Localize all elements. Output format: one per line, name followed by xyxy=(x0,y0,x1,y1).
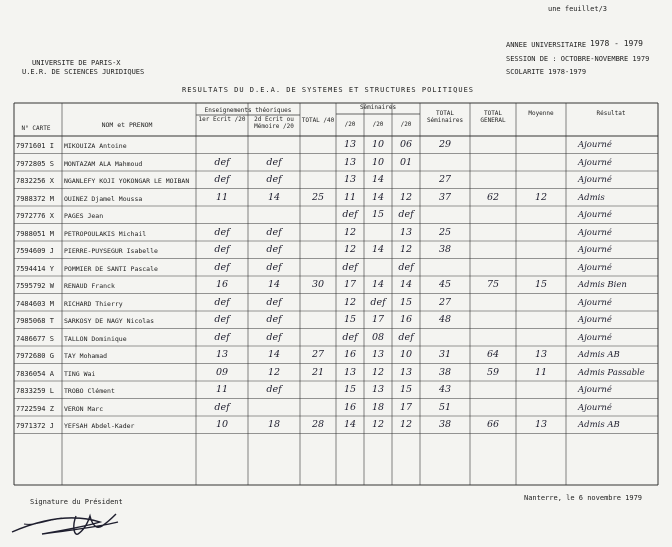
grade-moy: 15 xyxy=(534,279,548,290)
grade-e2: 14 xyxy=(267,279,281,290)
column-header-total40: TOTAL /40 xyxy=(301,117,335,124)
grade-e2: 12 xyxy=(267,366,281,378)
student-card-number: 7594609 J xyxy=(16,247,54,255)
grade-ts: 37 xyxy=(438,191,452,203)
page-title: RESULTATS DU D.E.A. DE SYSTEMES ET STRUCTURES POLITIQUES xyxy=(182,86,475,94)
student-card-number: 7836054 A xyxy=(16,369,54,378)
grade-tot: 28 xyxy=(311,419,325,430)
sheet-reference: une feuillet/3 xyxy=(548,5,608,13)
grade-e1: 13 xyxy=(215,349,229,360)
student-name: POMMIER DE SANTI Pascale xyxy=(64,264,158,273)
grade-s3: 12 xyxy=(399,244,413,255)
grade-s3: 15 xyxy=(399,384,413,395)
grade-e2: 14 xyxy=(267,349,281,360)
grade-e1: 16 xyxy=(215,279,229,290)
grade-s1: 13 xyxy=(343,366,357,378)
grade-s2: 14 xyxy=(371,191,385,203)
grade-s3: 06 xyxy=(399,139,413,150)
student-name: TAY Mohamad xyxy=(64,352,108,360)
column-header-seminar-2: /20 xyxy=(372,121,384,128)
grade-ts: 29 xyxy=(438,139,452,150)
student-card-number: 7988372 M xyxy=(16,194,54,203)
grade-ts: 45 xyxy=(438,279,452,290)
grade-e1: def xyxy=(214,244,230,255)
grade-e1: def xyxy=(214,296,230,308)
result-mark: Ajourné xyxy=(578,227,612,238)
grade-moy: 12 xyxy=(534,191,548,203)
grade-s3: 16 xyxy=(399,314,413,325)
grade-s2: 12 xyxy=(371,366,385,378)
column-header-name: NOM et PRENOM xyxy=(101,121,153,129)
grade-s1: 17 xyxy=(343,279,357,290)
student-card-number: 7971601 I xyxy=(16,142,54,150)
grade-e2: 14 xyxy=(267,191,281,203)
result-mark: Ajourné xyxy=(578,297,612,308)
grade-s2: def xyxy=(370,296,386,308)
result-mark: Ajourné xyxy=(578,175,612,185)
student-name: NGANLEFY KOJI YOKONGAR LE MOIBAN xyxy=(64,177,190,185)
grade-s3: 17 xyxy=(399,401,413,413)
grade-e2: 18 xyxy=(267,419,281,430)
grade-tot: 25 xyxy=(311,191,325,203)
grade-s2: 15 xyxy=(371,209,385,220)
column-header-result: Résultat xyxy=(596,110,626,117)
grade-tg: 64 xyxy=(486,349,500,360)
student-name: VERON Marc xyxy=(64,404,104,413)
grade-moy: 13 xyxy=(534,419,548,430)
grade-tg: 59 xyxy=(486,366,500,378)
grade-s1: def xyxy=(342,209,358,220)
grade-s1: 12 xyxy=(343,244,357,255)
faculty-name: U.E.R. DE SCIENCES JURIDIQUES xyxy=(22,68,145,76)
schooling-label: SCOLARITE 1978-1979 xyxy=(506,68,587,76)
student-name: TING Wai xyxy=(64,369,96,378)
result-mark: Admis Passable xyxy=(578,367,645,378)
grade-ts: 27 xyxy=(438,296,452,308)
grade-s1: def xyxy=(342,261,358,273)
result-mark: Ajourné xyxy=(578,157,612,168)
grade-s3: 12 xyxy=(399,191,413,203)
student-name: TROBO Clément xyxy=(64,387,115,395)
grade-s3: def xyxy=(398,331,414,343)
result-mark: Admis xyxy=(578,192,605,203)
grade-s1: 15 xyxy=(343,384,357,395)
student-card-number: 7833259 L xyxy=(16,387,54,395)
grade-e1: 11 xyxy=(215,384,229,395)
column-header-total-seminars: TOTAL Séminaires xyxy=(426,110,464,124)
grade-ts: 43 xyxy=(438,384,452,395)
grade-s2: 08 xyxy=(371,331,385,343)
column-header-written2: 2d Ecrit ou Mémoire /20 xyxy=(254,116,294,130)
grade-ts: 51 xyxy=(438,401,452,413)
grade-s3: 13 xyxy=(399,366,413,378)
grade-s3: 13 xyxy=(399,226,413,238)
student-card-number: 7971372 J xyxy=(16,422,54,430)
grade-e1: def xyxy=(214,314,230,325)
grade-ts: 38 xyxy=(438,419,452,430)
student-card-number: 7988051 M xyxy=(16,229,54,238)
grade-e1: def xyxy=(214,174,230,185)
grade-e1: 09 xyxy=(215,366,229,378)
student-card-number: 7985068 T xyxy=(16,317,54,325)
student-card-number: 7595792 W xyxy=(16,282,54,290)
student-name: PETROPOULAKIS Michail xyxy=(64,229,147,238)
grade-e2: def xyxy=(266,331,282,343)
result-mark: Ajourné xyxy=(578,332,612,343)
student-card-number: 7594414 Y xyxy=(16,264,54,273)
column-header-average: Moyenne xyxy=(528,110,554,117)
grade-s3: 15 xyxy=(399,296,413,308)
grade-e2: def xyxy=(266,314,282,325)
grade-tg: 75 xyxy=(486,279,500,290)
grade-e2: def xyxy=(266,156,282,168)
grade-s1: 12 xyxy=(343,226,357,238)
university-name: UNIVERSITE DE PARIS-X xyxy=(32,59,121,67)
result-mark: Ajourné xyxy=(578,315,612,325)
student-name: OUINEZ Djamel Moussa xyxy=(64,194,143,203)
grade-s3: 14 xyxy=(399,279,413,290)
grade-tot: 30 xyxy=(311,279,325,290)
student-name: RICHARD Thierry xyxy=(64,299,123,308)
grade-s1: 16 xyxy=(343,349,357,360)
grade-s2: 13 xyxy=(371,349,385,360)
grade-s1: 14 xyxy=(343,419,357,430)
grade-s2: 14 xyxy=(371,244,385,255)
grade-e1: def xyxy=(214,331,230,343)
grade-s1: 15 xyxy=(343,314,357,325)
grade-s3: 01 xyxy=(399,156,413,168)
result-mark: Ajourné xyxy=(578,245,612,255)
student-card-number: 7722594 Z xyxy=(16,404,54,413)
grade-tot: 27 xyxy=(311,349,325,360)
student-card-number: 7972680 G xyxy=(16,352,54,360)
student-card-number: 7972805 S xyxy=(16,159,54,168)
grade-e1: 10 xyxy=(215,419,229,430)
academic-year-label: ANNEE UNIVERSITAIRE xyxy=(506,41,587,49)
grade-e2: def xyxy=(266,296,282,308)
grade-s2: 10 xyxy=(371,139,385,150)
grade-s3: 10 xyxy=(399,349,413,360)
grade-s2: 14 xyxy=(371,279,385,290)
grade-ts: 25 xyxy=(438,226,452,238)
grade-moy: 11 xyxy=(534,366,548,378)
grade-ts: 27 xyxy=(438,174,452,185)
grade-s2: 14 xyxy=(371,174,385,185)
result-mark: Admis AB xyxy=(578,350,620,360)
president-signature xyxy=(4,496,184,546)
student-card-number: 7972776 X xyxy=(16,212,54,220)
column-header-card: N° CARTE xyxy=(21,125,51,132)
student-card-number: 7486677 S xyxy=(16,334,54,343)
grade-e2: def xyxy=(266,174,282,185)
grade-e2: def xyxy=(266,226,282,238)
grade-s1: 11 xyxy=(343,191,357,203)
grade-e1: def xyxy=(214,156,230,168)
student-card-number: 7484603 M xyxy=(16,299,54,308)
grade-e1: 11 xyxy=(215,191,229,203)
grade-s1: 13 xyxy=(343,156,357,168)
student-name: PAGES Jean xyxy=(64,212,104,220)
grade-s1: 13 xyxy=(343,139,357,150)
grade-e2: def xyxy=(266,384,282,395)
grade-ts: 38 xyxy=(438,366,452,378)
grade-tg: 66 xyxy=(486,419,500,430)
grade-e1: def xyxy=(214,261,230,273)
result-mark: Ajourné xyxy=(578,402,612,413)
student-name: TALLON Dominique xyxy=(64,334,127,343)
session-label: SESSION DE : OCTOBRE-NOVEMBRE 1979 xyxy=(506,55,650,63)
column-header-total-general: TOTAL GENERAL xyxy=(480,110,506,124)
student-card-number: 7832256 X xyxy=(16,177,54,185)
grade-e2: def xyxy=(266,244,282,255)
column-header-seminar-1: /20 xyxy=(344,121,356,128)
grade-s1: 13 xyxy=(343,174,357,185)
grade-e2: def xyxy=(266,261,282,273)
student-name: RENAUD Franck xyxy=(64,282,115,290)
grade-s1: 16 xyxy=(343,401,357,413)
column-header-written1: 1er Ecrit /20 xyxy=(198,116,246,123)
result-mark: Admis AB xyxy=(578,420,620,430)
column-header-theory: Enseignements théoriques xyxy=(204,107,292,114)
grade-s2: 12 xyxy=(371,419,385,430)
column-header-seminar-3: /20 xyxy=(400,121,412,128)
grade-tot: 21 xyxy=(311,366,325,378)
student-name: MIKOUIZA Antoine xyxy=(64,142,127,150)
student-name: MONTAZAM ALA Mahmoud xyxy=(64,159,143,168)
result-mark: Admis Bien xyxy=(578,280,627,290)
grade-ts: 48 xyxy=(438,314,452,325)
student-name: SARKOSY DE NAGY Nicolas xyxy=(64,317,155,325)
signature-label: Signature du Président xyxy=(30,498,123,506)
grade-s1: def xyxy=(342,331,358,343)
grade-s3: def xyxy=(398,261,414,273)
grade-s3: 12 xyxy=(399,419,413,430)
grade-s3: def xyxy=(398,209,414,220)
result-mark: Ajourné xyxy=(578,262,612,273)
student-name: PIERRE-PUYSEGUR Isabelle xyxy=(64,247,158,255)
academic-year: 1978 - 1979 xyxy=(590,39,643,48)
grade-s2: 13 xyxy=(371,384,385,395)
grade-ts: 38 xyxy=(438,244,452,255)
grade-s1: 12 xyxy=(343,296,357,308)
place-date: Nanterre, le 6 novembre 1979 xyxy=(524,494,643,502)
result-mark: Ajourné xyxy=(578,385,612,395)
grade-tg: 62 xyxy=(486,191,500,203)
grade-s2: 18 xyxy=(371,401,385,413)
student-name: YEFSAH Abdel-Kader xyxy=(64,422,135,430)
grade-ts: 31 xyxy=(438,349,452,360)
grade-moy: 13 xyxy=(534,349,548,360)
result-mark: Ajourné xyxy=(578,210,612,220)
grade-e1: def xyxy=(214,226,230,238)
result-mark: Ajourné xyxy=(578,140,612,150)
grade-s2: 10 xyxy=(371,156,385,168)
grade-e1: def xyxy=(214,401,230,413)
grade-s2: 17 xyxy=(371,314,385,325)
column-header-seminars: Séminaires xyxy=(359,104,397,111)
